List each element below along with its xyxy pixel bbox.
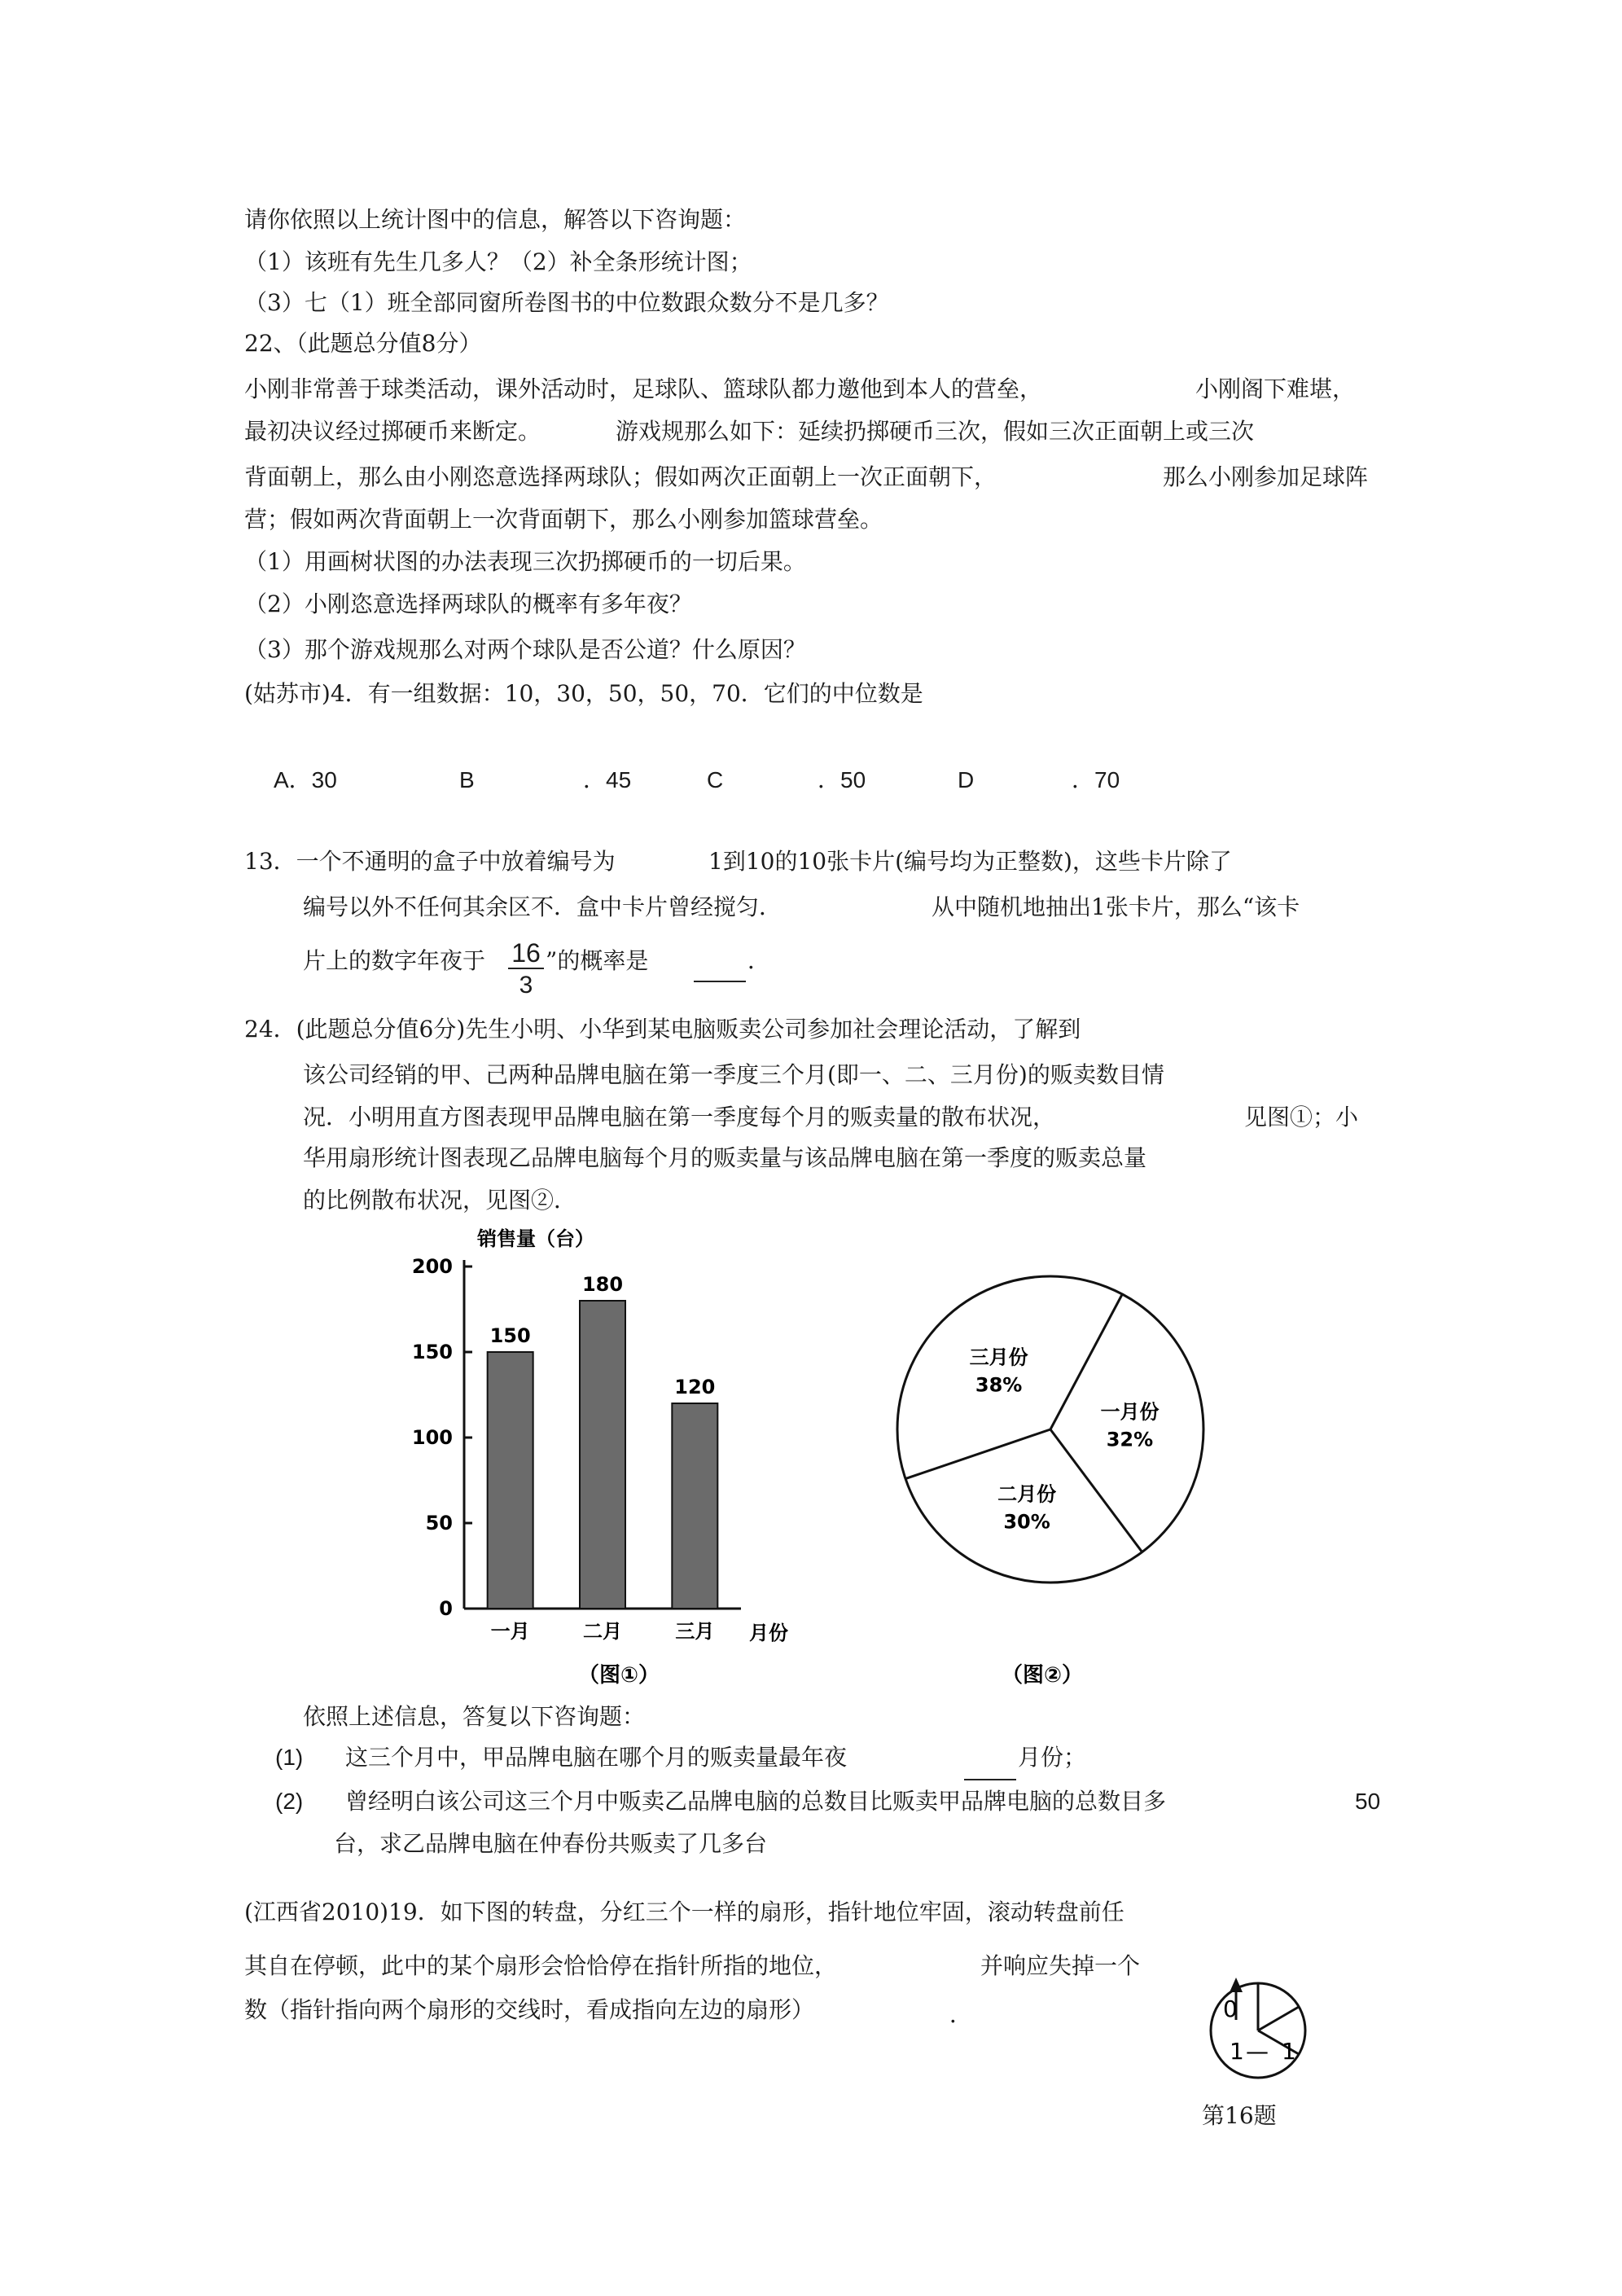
question-2-value: 50 [1355,1789,1381,1814]
x-tick-label: 一月 [490,1620,530,1643]
problem-22-line2b: 游戏规那么如下：延续扔掷硬币三次，假如三次正面朝上或三次 [616,418,1255,445]
problem-19-line2a: 其自在停顿，此中的某个扇形会恰恰停在指针所指的地位， [244,1952,838,1979]
spinner-label-right: 1 [1282,2038,1296,2065]
spinner-label-left: 1 [1230,2038,1244,2065]
spinner-divider-upper-right [1258,2007,1299,2030]
problem-19-period: ． [949,2001,973,2028]
y-tick-label: 150 [411,1341,453,1363]
question-2-text: 曾经明白该公司这三个月中贩卖乙品牌电脑的总数目比贩卖甲品牌电脑的总数目多 [345,1788,1167,1815]
pie-slice-value: 38% [975,1373,1023,1397]
fraction-denominator: 3 [519,972,533,999]
pie-slice-value: 32% [1106,1428,1154,1451]
problem-13-line1b: 1到10的10张卡片(编号均为正整数)，这些卡片除了 [708,848,1232,875]
question-2-number: (2) [275,1789,304,1814]
option-b-value: ．45 [583,767,632,792]
problem-22-line1b: 小刚阁下难堪， [1195,375,1356,402]
arrow-up-icon [1230,1978,1243,1992]
pie-slice-label: 一月份 [1100,1400,1160,1424]
y-tick-label: 0 [439,1597,453,1620]
problem-22-line3b: 那么小刚参加足球阵 [1163,463,1369,490]
bar-value-label: 180 [581,1273,624,1296]
problem-24-line3a: 况．小明用直方图表现甲品牌电脑在第一季度每个月的贩卖量的散布状况， [303,1104,1056,1130]
spinner-caption: 第16题 [1202,2102,1277,2129]
y-tick-label: 50 [425,1512,453,1534]
question-1-suffix: 月份； [1018,1744,1087,1771]
problem-24-line4: 华用扇形统计图表现乙品牌电脑每个月的贩卖量与该品牌电脑在第一季度的贩卖总量 [303,1144,1147,1171]
problem-22-line4: 营；假如两次背面朝上一次背面朝下，那么小刚参加篮球营垒。 [244,506,883,533]
problem-13-line3a: 片上的数字年夜于 [303,947,486,974]
problem-22-q3: （3）那个游戏规那么对两个球队是否公道？什么原因？ [244,636,806,663]
answer-blank-24-1 [964,1759,1016,1780]
problem-24-line2: 该公司经销的甲、己两种品牌电脑在第一季度三个月(即一、二、三月份)的贩卖数目情 [303,1061,1164,1088]
problem-24-line3b: 见图①；小 [1244,1104,1359,1130]
figure-1-caption: （图①） [577,1663,660,1688]
question-3: （3）七（1）班全部同窗所卷图书的中位数跟众数分不是几多？ [244,289,889,316]
problem-24-line1: 24．(此题总分值6分)先生小明、小华到某电脑贩卖公司参加社会理论活动，了解到 [244,1016,1081,1043]
bar-value-label: 120 [674,1376,716,1398]
option-d-value: ．70 [1072,767,1120,792]
x-tick-label: 三月 [675,1620,715,1643]
option-d-letter: D [958,767,975,792]
spinner-figure [1197,1969,1319,2092]
bar-3 [672,1403,717,1609]
problem-22-line1a: 小刚非常善于球类活动，课外活动时，足球队、篮球队都力邀他到本人的营垒， [244,375,1043,402]
problem-13-line2b: 从中随机地抽出1张卡片，那么“该卡 [932,893,1300,920]
option-b-letter: B [459,767,475,792]
y-tick-label: 100 [411,1426,453,1449]
fraction-numerator: 16 [508,938,544,969]
figure-2-caption: （图②） [1001,1663,1084,1688]
problem-24-after: 依照上述信息，答复以下咨询题： [303,1703,646,1730]
problem-13-line1a: 13．一个不通明的盒子中放着编号为 [244,848,616,875]
problem-13-period: ． [747,947,771,974]
problem-22-heading: 22、（此题总分值8分） [244,330,482,357]
problem-4-text: (姑苏市)4．有一组数据：10，30，50，50，70．它们的中位数是 [244,680,923,707]
problem-22-q2: （2）小刚恣意选择两球队的概率有多年夜？ [244,590,692,617]
question-1-text: 这三个月中，甲品牌电脑在哪个月的贩卖量最年夜 [345,1744,848,1771]
problem-19-line1: (江西省2010)19．如下图的转盘，分红三个一样的扇形，指针地位牢固，滚动转盘前任 [244,1899,1124,1925]
problem-13-line3b: ”的概率是 [546,947,649,974]
problem-13-line2a: 编号以外不任何其余区不．盒中卡片曾经搅匀． [303,893,783,920]
bar-chart-figure-1 [407,1226,831,1698]
x-axis-label: 月份 [749,1622,788,1644]
pie-slice-label: 二月份 [997,1482,1057,1506]
bar-2 [580,1301,625,1609]
pie-slice-value: 30% [1003,1510,1050,1534]
problem-22-q1: （1）用画树状图的办法表现三次扔掷硬币的一切后果。 [244,548,806,575]
pie-slice-label: 三月份 [969,1346,1028,1369]
x-tick-label: 二月 [583,1620,622,1643]
y-tick-label: 200 [411,1255,453,1278]
problem-22-line2a: 最初决议经过掷硬币来断定。 [244,418,541,445]
problem-19-line2b: 并响应失掉一个 [980,1952,1141,1979]
spinner-label-top: 0 [1223,1995,1238,2022]
problem-22-line3a: 背面朝上，那么由小刚恣意选择两球队；假如两次正面朝上一次正面朝下， [244,463,997,490]
option-c-letter: C [707,767,724,792]
bar-1 [488,1352,533,1609]
question-1-number: (1) [275,1745,304,1770]
problem-19-line3: 数（指针指向两个扇形的交线时，看成指向左边的扇形） [244,1996,815,2023]
option-c-value: ．50 [818,767,866,792]
instruction-line: 请你依照以上统计图中的信息，解答以下咨询题： [244,206,747,233]
question-2-continuation: 台，求乙品牌电脑在仲春份共贩卖了几多台 [334,1830,768,1857]
problem-24-line5: 的比例散布状况，见图②． [303,1187,577,1214]
pie-chart-figure-2 [879,1226,1221,1698]
y-axis-label: 销售量（台） [477,1227,594,1250]
spinner-label-dash: — [1246,2038,1269,2065]
fraction-16-3 [508,938,544,1002]
answer-blank-13 [694,961,746,982]
question-1-2: （1）该班有先生几多人？（2）补全条形统计图； [244,248,752,275]
bar-value-label: 150 [489,1324,531,1347]
option-a: A．30 [274,767,337,792]
